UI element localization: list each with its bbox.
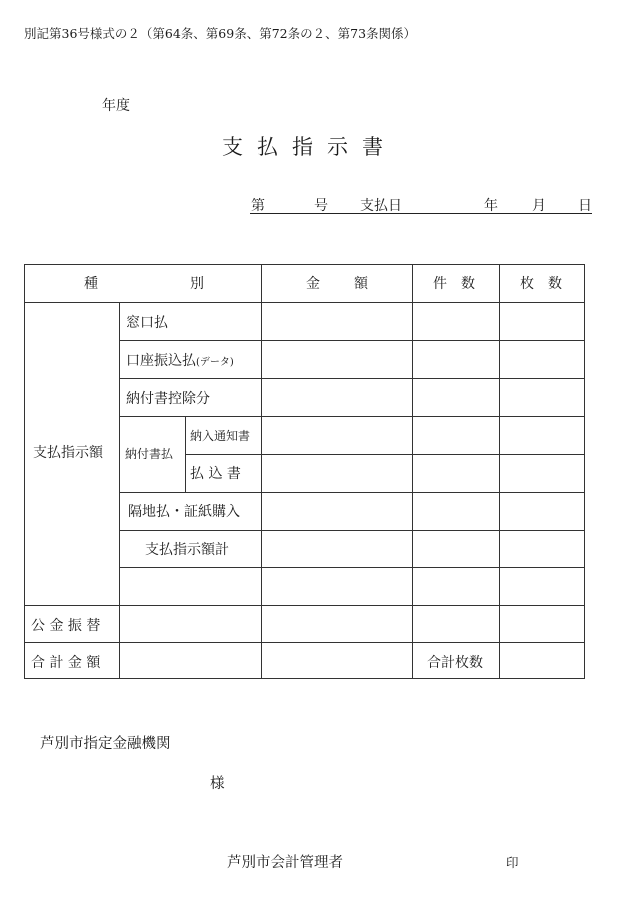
group-label-payment-instruction: 支払指示額 [33, 445, 103, 461]
header-count: 件 数 [433, 276, 475, 292]
row-label-counter-payment: 窓口払 [126, 315, 168, 331]
row-label-instruction-subtotal: 支払指示額計 [145, 542, 229, 558]
row-divider [119, 492, 584, 493]
row-label-total-sheets: 合計枚数 [427, 655, 483, 671]
treasurer-label: 芦別市会計管理者 [227, 855, 343, 871]
fiscal-year-label: 年度 [102, 98, 130, 114]
column-divider [499, 265, 500, 678]
row-divider [119, 340, 584, 341]
column-divider [412, 265, 413, 678]
row-divider [25, 302, 584, 303]
row-label-remote-payment: 隔地払・証紙購入 [128, 504, 240, 520]
document-title: 支払指示書 [222, 135, 397, 159]
header-category-right: 別 [190, 276, 204, 292]
row-divider [25, 605, 584, 606]
designated-bank-label: 芦別市指定金融機関 [40, 736, 171, 752]
row-label-slip-payment: 納付書払 [125, 447, 174, 461]
payment-date-label: 支払日 [360, 198, 402, 214]
document-number-and-date-line [250, 195, 592, 214]
column-divider [119, 302, 120, 678]
column-divider [185, 416, 186, 492]
row-label-payin-slip: 払 込 書 [190, 466, 241, 482]
header-sheets: 枚 数 [520, 276, 562, 292]
payment-instruction-table [24, 264, 585, 679]
year-label: 年 [484, 198, 498, 214]
day-label: 日 [578, 198, 592, 214]
row-divider [119, 378, 584, 379]
row-divider [119, 416, 584, 417]
row-label-public-transfer: 公 金 振 替 [31, 618, 101, 634]
number-prefix: 第 [251, 198, 265, 214]
form-reference: 別記第36号様式の２（第64条、第69条、第72条の２、第73条関係） [24, 26, 417, 41]
header-category-left: 種 [84, 276, 98, 292]
row-divider [25, 642, 584, 643]
header-amount-right: 額 [354, 276, 368, 292]
row-label-grand-total: 合 計 金 額 [31, 655, 101, 671]
honorific-label: 様 [210, 776, 225, 792]
row-label-payment-notice: 納入通知書 [190, 429, 251, 443]
column-divider [261, 265, 262, 678]
header-amount-left: 金 [306, 276, 320, 292]
month-label: 月 [532, 198, 546, 214]
row-label-slip-deduction: 納付書控除分 [126, 391, 210, 407]
bank-transfer-sub: (データ) [196, 357, 234, 368]
row-divider [119, 530, 584, 531]
bank-transfer-main: 口座振込払 [126, 353, 196, 369]
row-label-bank-transfer [126, 354, 234, 368]
number-suffix: 号 [314, 198, 328, 214]
seal-mark: 印 [506, 855, 519, 870]
row-divider [185, 454, 584, 455]
row-divider [119, 567, 584, 568]
